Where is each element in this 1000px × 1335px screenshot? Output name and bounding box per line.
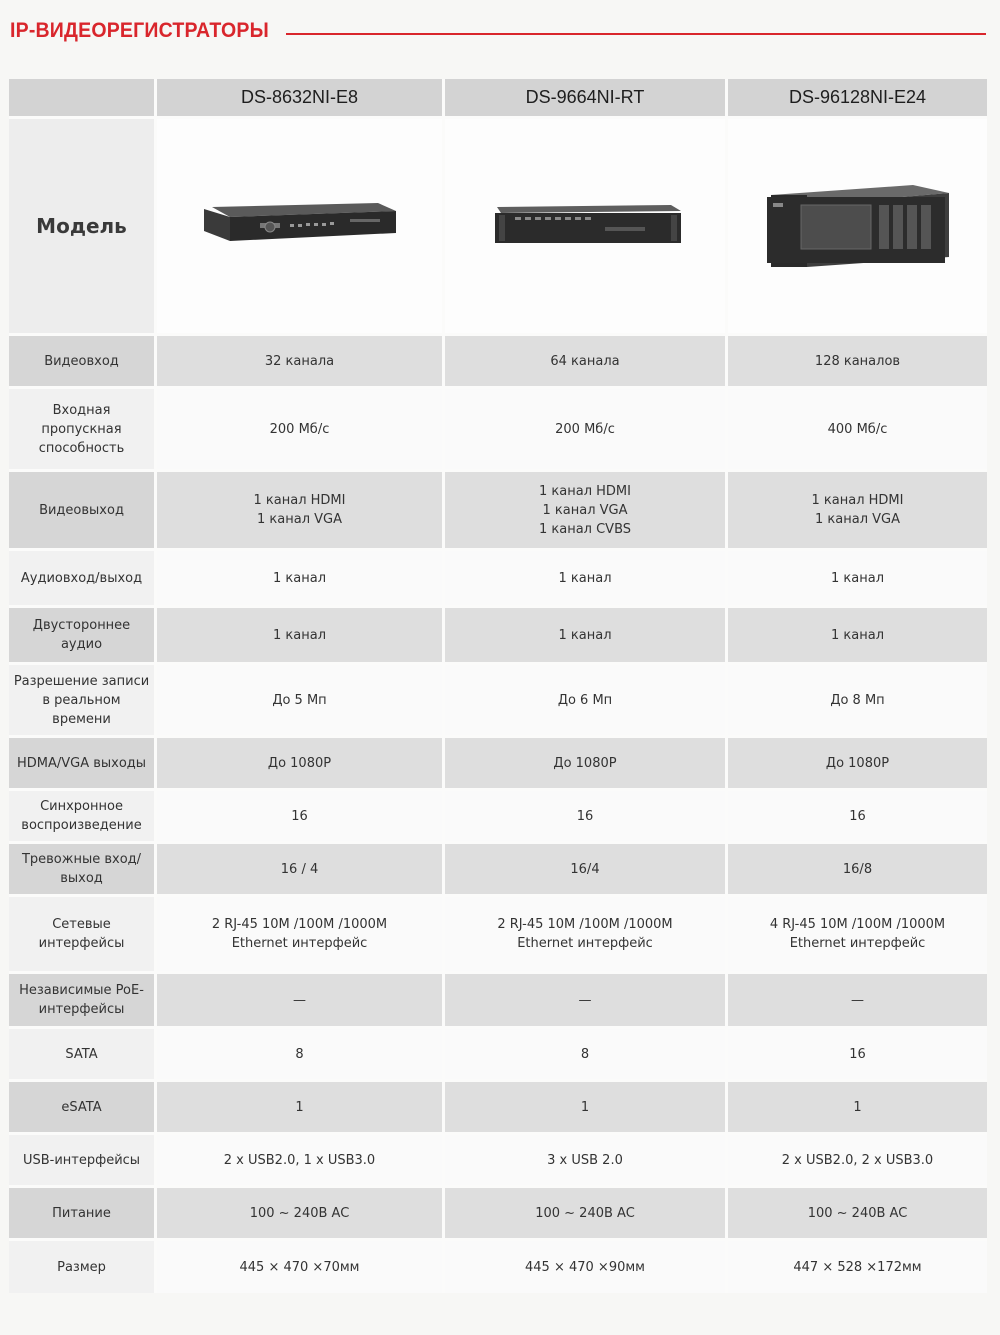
spec-value: 1 канал HDMI 1 канал VGA — [728, 472, 987, 548]
spec-value: 445 × 470 ×70мм — [157, 1241, 445, 1293]
spec-table — [9, 79, 987, 1293]
spec-label: Двустороннее аудио — [9, 608, 157, 662]
spec-value: 2 RJ-45 10M /100M /1000M Ethernet интерфейс — [445, 897, 728, 971]
spec-row — [9, 665, 987, 735]
spec-value: 447 × 528 ×172мм — [728, 1241, 987, 1293]
spec-label: Синхронное воспроизведение — [9, 791, 157, 841]
spec-label: Разрешение записи в реальном времени — [9, 665, 157, 735]
spec-row — [9, 1135, 987, 1185]
nvr-1u-icon — [200, 201, 400, 251]
spec-value: 1 канал — [157, 608, 445, 662]
model-name: DS-96128NI-E24 — [728, 79, 987, 116]
spec-value: 16/8 — [728, 844, 987, 894]
spec-row — [9, 1241, 987, 1293]
spec-value: 16 / 4 — [157, 844, 445, 894]
spec-label: Входная пропускная способность — [9, 389, 157, 469]
spec-value: 1 канал HDMI 1 канал VGA — [157, 472, 445, 548]
nvr-2u-icon — [485, 203, 685, 249]
spec-label: Видеовход — [9, 336, 157, 386]
spec-row — [9, 974, 987, 1026]
spec-label: Аудиовход/выход — [9, 551, 157, 605]
spec-value: 8 — [157, 1029, 445, 1079]
model-header-row — [9, 79, 987, 116]
spec-value: 100 ~ 240В AC — [157, 1188, 445, 1238]
spec-value: 400 Мб/с — [728, 389, 987, 469]
spec-value: 1 канал — [728, 551, 987, 605]
spec-value: 1 — [728, 1082, 987, 1132]
spec-value: 8 — [445, 1029, 728, 1079]
spec-row — [9, 336, 987, 386]
spec-value: 100 ~ 240В AC — [445, 1188, 728, 1238]
page-title: IP-ВИДЕОРЕГИСТРАТОРЫ — [10, 19, 269, 42]
spec-label: Питание — [9, 1188, 157, 1238]
header-empty-cell — [9, 79, 157, 116]
device-image-cell — [157, 119, 445, 333]
spec-label: Размер — [9, 1241, 157, 1293]
spec-value: До 1080P — [445, 738, 728, 788]
model-name: DS-9664NI-RT — [445, 79, 728, 116]
spec-value: 16 — [157, 791, 445, 841]
model-label: Модель — [9, 119, 157, 333]
spec-label: Видеовыход — [9, 472, 157, 548]
spec-value: До 5 Мп — [157, 665, 445, 735]
nvr-4u-icon — [763, 183, 953, 269]
spec-value: 1 — [445, 1082, 728, 1132]
spec-value: До 1080P — [157, 738, 445, 788]
spec-row — [9, 551, 987, 605]
spec-value: 1 — [157, 1082, 445, 1132]
spec-label: Сетевые интерфейсы — [9, 897, 157, 971]
spec-value: 200 Мб/с — [157, 389, 445, 469]
spec-row — [9, 791, 987, 841]
spec-row — [9, 844, 987, 894]
spec-value: — — [445, 974, 728, 1026]
spec-value: 1 канал — [445, 551, 728, 605]
spec-value: 1 канал — [157, 551, 445, 605]
spec-value: 32 канала — [157, 336, 445, 386]
spec-value: 1 канал — [728, 608, 987, 662]
spec-value: 2 x USB2.0, 1 x USB3.0 — [157, 1135, 445, 1185]
spec-value: 16 — [728, 791, 987, 841]
spec-label: Независимые PoE-интерфейсы — [9, 974, 157, 1026]
spec-row — [9, 897, 987, 971]
spec-value: 16 — [728, 1029, 987, 1079]
spec-label: Тревожные вход/выход — [9, 844, 157, 894]
device-image-cell — [728, 119, 987, 333]
spec-row — [9, 608, 987, 662]
spec-value: 3 x USB 2.0 — [445, 1135, 728, 1185]
spec-row — [9, 472, 987, 548]
spec-row — [9, 1082, 987, 1132]
model-name: DS-8632NI-E8 — [157, 79, 445, 116]
spec-value: 4 RJ-45 10M /100M /1000M Ethernet интерфейс — [728, 897, 987, 971]
spec-label: eSATA — [9, 1082, 157, 1132]
page-heading — [10, 14, 986, 48]
spec-value: 2 x USB2.0, 2 x USB3.0 — [728, 1135, 987, 1185]
spec-row — [9, 1188, 987, 1238]
spec-row — [9, 389, 987, 469]
spec-value: До 6 Мп — [445, 665, 728, 735]
heading-rule — [286, 33, 986, 35]
spec-value: 128 каналов — [728, 336, 987, 386]
spec-value: — — [728, 974, 987, 1026]
spec-value: 1 канал HDMI 1 канал VGA 1 канал CVBS — [445, 472, 728, 548]
spec-label: SATA — [9, 1029, 157, 1079]
spec-value: — — [157, 974, 445, 1026]
spec-value: До 1080P — [728, 738, 987, 788]
spec-value: 445 × 470 ×90мм — [445, 1241, 728, 1293]
spec-row — [9, 1029, 987, 1079]
spec-value: 200 Мб/с — [445, 389, 728, 469]
spec-value: 16/4 — [445, 844, 728, 894]
device-image-cell — [445, 119, 728, 333]
model-images-row — [9, 119, 987, 333]
spec-label: USB-интерфейсы — [9, 1135, 157, 1185]
spec-value: 64 канала — [445, 336, 728, 386]
spec-value: 100 ~ 240В AC — [728, 1188, 987, 1238]
spec-value: 2 RJ-45 10M /100M /1000M Ethernet интерфейс — [157, 897, 445, 971]
spec-label: HDMA/VGA выходы — [9, 738, 157, 788]
spec-value: До 8 Мп — [728, 665, 987, 735]
spec-value: 1 канал — [445, 608, 728, 662]
spec-value: 16 — [445, 791, 728, 841]
spec-row — [9, 738, 987, 788]
